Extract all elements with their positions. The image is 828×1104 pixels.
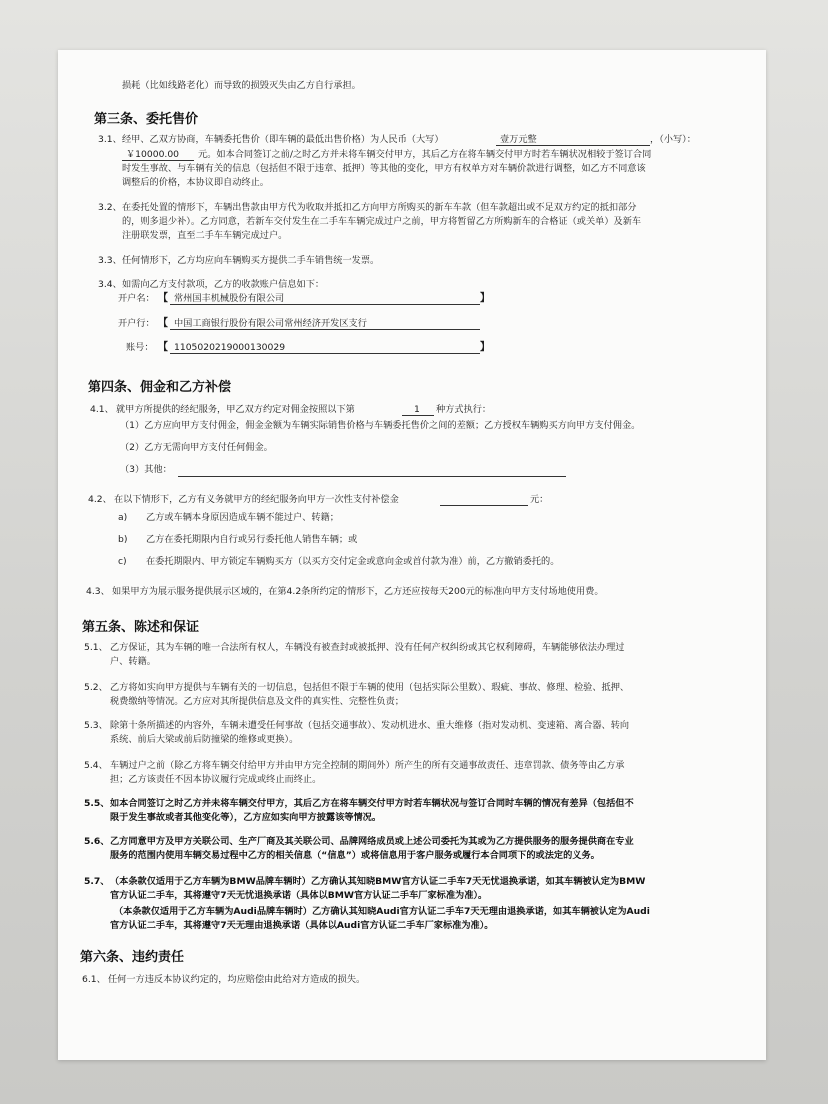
account-name-value: 常州国丰机械股份有限公司 [174,293,285,304]
item-c-text: 在委托期限内、甲方锁定车辆购买方（以买方交付定金或意向金或首付款为准）前，乙方撤销委托的。 [146,556,560,567]
option-3-underline [178,464,566,477]
option-2: （2）乙方无需向甲方支付任何佣金。 [120,442,273,453]
bank-left-bracket: 【 [158,318,168,329]
clause-5-2-line-2: 税费缴纳等情况。乙方应对其所提供信息及文件的真实性、完整性负责； [110,696,404,707]
clause-5-3-line-1: 除第十条所描述的内容外，车辆未遭受任何事故（包括交通事故）、发动机进水、重大维修（指对发动机、变速箱、离合器、转向 [110,720,630,731]
clause-4-1-number: 4.1、 [90,404,114,415]
amount-cn-value: 壹万元整 [500,134,537,145]
clause-4-2-line-1a: 在以下情形下，乙方有义务就甲方的经纪服务向甲方一次性支付补偿金 [114,494,399,505]
clause-3-1-line-1b: ，（小写）： [650,134,696,145]
option-3: （3）其他： [120,464,172,475]
clause-3-1-line-4: 调整后的价格，本协议即自动终止。 [122,177,269,188]
account-name-label: 开户名： [118,293,155,304]
item-c-label: c) [118,556,127,567]
clause-5-4-line-2: 担；乙方该责任不因本协议履行完成或终止而终止。 [110,774,322,785]
clause-5-7-line-1: （本条款仅适用于乙方车辆为BMW品牌车辆时）乙方确认其知晓BMW官方认证二手车7天无忧退换承诺，如其车辆被认定为BMW [110,876,646,887]
account-no-left-bracket: 【 [158,342,168,353]
clause-5-7-line-3: （本条款仅适用于乙方车辆为Audi品牌车辆时）乙方确认其知晓Audi官方认证二手车7天无理由退换承诺，如其车辆被认定为Audi [114,906,650,917]
clause-3-3-number: 3.3、 [98,255,122,266]
clause-3-1-line-3: 时发生事故、与车辆有关的信息（包括但不限于违章、抵押）等其他的变化，甲方有权单方对车辆价款进行调整，如乙方不同意该 [122,163,646,174]
continuation-line: 损耗（比如线路老化）而导致的损毁灭失由乙方自行承担。 [122,80,361,91]
clause-5-6-line-1: 乙方同意甲方及甲方关联公司、生产厂商及其关联公司、品牌网络成员或上述公司委托为其或为乙方提供服务的服务提供商在专业 [110,836,634,847]
clause-5-7-number: 5.7、 [84,876,110,887]
clause-3-1-line-2: 元。如本合同签订之前/之时乙方并未将车辆交付甲方，其后乙方在将车辆交付甲方时若车辆状况相较于签订合同 [198,149,652,160]
choice-value: 1 [414,404,420,415]
clause-3-2-number: 3.2、 [98,202,122,213]
clause-5-3-line-2: 系统、前后大梁或前后防撞梁的维修或更换）。 [110,734,299,745]
clause-3-4-number: 3.4、 [98,279,122,290]
section-6-title: 第六条、违约责任 [80,950,185,965]
clause-5-6-line-2: 服务的范围内使用车辆交易过程中乙方的相关信息（“信息”）或将信息用于客户服务或履行本合同项下的或法定的义务。 [110,850,600,861]
clause-5-7-line-4: 官方认证二手车，其将遵守7天无理由退换承诺（具体以Audi官方认证二手车厂家标准为准）。 [110,920,494,931]
clause-5-3-number: 5.3、 [84,720,108,731]
section-3-title: 第三条、委托售价 [94,112,199,127]
item-b-label: b) [118,534,128,545]
account-name-right-bracket: 】 [480,293,490,304]
bank-value: 中国工商银行股份有限公司常州经济开发区支行 [174,318,367,329]
section-4-title: 第四条、佣金和乙方补偿 [88,380,232,395]
clause-4-3-number: 4.3、 [86,586,110,597]
account-no-right-bracket: 】 [480,342,490,353]
clause-4-2-number: 4.2、 [88,494,112,505]
clause-4-1-line-1a: 就甲方所提供的经纪服务，甲乙双方约定对佣金按照以下第 [116,404,355,415]
clause-5-1-line-1: 乙方保证，其为车辆的唯一合法所有权人，车辆没有被查封或被抵押、没有任何产权纠纷或其它权利障碍，车辆能够依法办理过 [110,642,625,653]
clause-3-3-line-1: 任何情形下，乙方均应向车辆购买方提供二手车销售统一发票。 [122,255,380,266]
compensation-underline [440,494,528,506]
clause-5-4-number: 5.4、 [84,760,108,771]
item-b-text: 乙方在委托期限内自行或另行委托他人销售车辆；或 [146,534,358,545]
bank-label: 开户行： [118,318,155,329]
clause-4-2-line-1b: 元： [530,494,549,505]
clause-3-2-line-2: 的，则多退少补）。乙方同意，若新车交付发生在二手车车辆完成过户之前，甲方将暂留乙方所购新车的合格证（或关单）及新车 [122,216,642,227]
account-name-left-bracket: 【 [158,293,168,304]
section-5-title: 第五条、陈述和保证 [82,620,200,635]
clause-5-5-line-1: 如本合同签订之时乙方并未将车辆交付甲方，其后乙方在将车辆交付甲方时若车辆状况与签订合同时车辆的情况有差异（包括但不 [110,798,634,809]
clause-5-5-number: 5.5、 [84,798,110,809]
clause-6-1-number: 6.1、 [82,974,106,985]
clause-3-4-line-1: 如需向乙方支付款项，乙方的收款账户信息如下： [122,279,325,290]
clause-5-2-number: 5.2、 [84,682,108,693]
account-no-label: 账号： [126,342,154,353]
clause-5-1-number: 5.1、 [84,642,108,653]
option-1: （1）乙方应向甲方支付佣金，佣金金额为车辆实际销售价格与车辆委托售价之间的差额；乙方授权车辆购买方向甲方支付佣金。 [120,420,641,431]
clause-5-2-line-1: 乙方将如实向甲方提供与车辆有关的一切信息，包括但不限于车辆的使用（包括实际公里数）、瑕疵、事故、修理、检验、抵押、 [110,682,630,693]
clause-5-5-line-2: 限于发生事故或者其他变化等），乙方应如实向甲方披露该等情况。 [110,812,382,823]
account-no-value: 1105020219000130029 [174,342,286,353]
clause-3-2-line-1: 在委托处置的情形下，车辆出售款由甲方代为收取并抵扣乙方向甲方所购买的新车车款（但车款超出或不足双方约定的抵扣部分 [122,202,637,213]
clause-5-4-line-1: 车辆过户之前（除乙方将车辆交付给甲方并由甲方完全控制的期间外）所产生的所有交通事故责任、违章罚款、债务等由乙方承 [110,760,625,771]
clause-3-1-number: 3.1、 [98,134,122,145]
clause-5-1-line-2: 户、转籍。 [110,656,156,667]
clause-4-3-line-1: 如果甲方为展示服务提供展示区域的，在第4.2条所约定的情形下，乙方还应按每天200元的标准向甲方支付场地使用费。 [112,586,604,597]
clause-3-1-line-1a: 经甲、乙双方协商，车辆委托售价（即车辆的最低出售价格）为人民币（大写） [122,134,444,145]
contract-page [58,50,766,1060]
item-a-label: a) [118,512,128,523]
clause-4-1-line-1b: 种方式执行： [436,404,492,415]
clause-6-1-line-1: 任何一方违反本协议约定的，均应赔偿由此给对方造成的损失。 [108,974,366,985]
amount-num-value: ￥10000.00 [126,149,180,160]
clause-5-7-line-2: 官方认证二手车，其将遵守7天无忧退换承诺（具体以BMW官方认证二手车厂家标准为准）。 [110,890,488,901]
item-a-text: 乙方或车辆本身原因造成车辆不能过户、转籍； [146,512,339,523]
clause-5-6-number: 5.6、 [84,836,110,847]
clause-3-2-line-3: 注册联发票，直至二手车车辆完成过户。 [122,230,288,241]
